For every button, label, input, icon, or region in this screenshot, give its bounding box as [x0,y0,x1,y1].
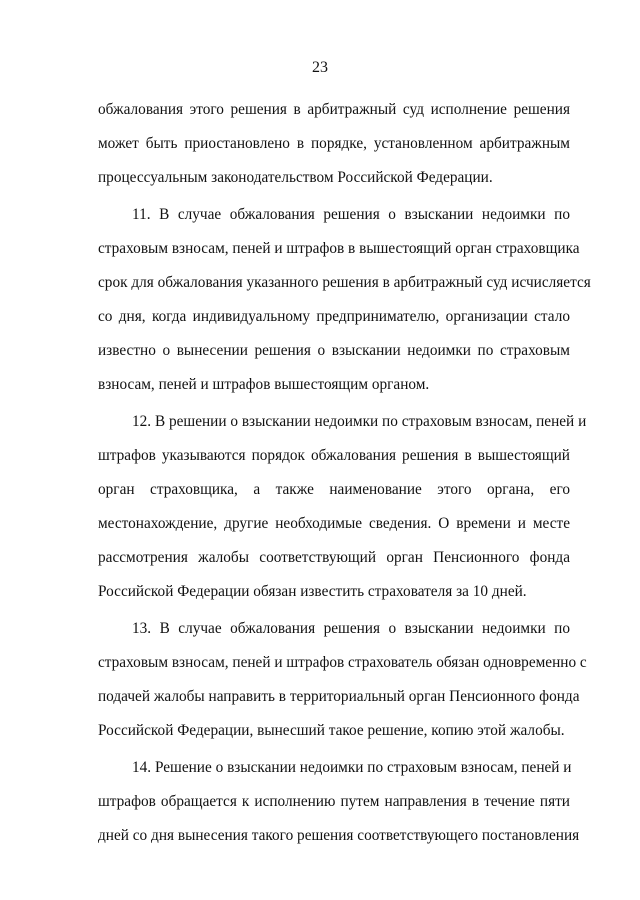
text-line: 14. Решение о взыскании недоимки по страховым взносам, пеней и [132,759,572,776]
paragraph-continuation [98,93,570,195]
text-line: местонахождение, другие необходимые сведения. О времени и месте [98,515,570,532]
text-line: орган страховщика, а также наименование этого органа, его [98,481,570,498]
paragraph-clause-12 [98,405,587,609]
text-line: дней со дня вынесения такого решения соответствующего постановления [98,827,580,844]
text-line: процессуальным законодательством Российской Федерации. [98,169,493,186]
paragraph-clause-14 [98,751,580,853]
text-line: штрафов обращается к исполнению путем направления в течение пяти [98,793,570,810]
text-line: может быть приостановлено в порядке, установленном арбитражным [98,135,570,152]
text-line: Российской Федерации обязан известить страхователя за 10 дней. [98,583,527,600]
paragraph-clause-11 [98,198,591,402]
text-line: 12. В решении о взыскании недоимки по страховым взносам, пеней и [132,413,587,430]
page-number: 23 [312,59,328,76]
text-line: 11. В случае обжалования решения о взыскании недоимки по [132,206,570,223]
text-line: срок для обжалования указанного решения в арбитражный суд исчисляется [98,274,591,291]
text-line: Российской Федерации, вынесший такое решение, копию этой жалобы. [98,722,565,739]
text-line: подачей жалобы направить в территориальный орган Пенсионного фонда [98,688,580,705]
text-line: со дня, когда индивидуальному предпринимателю, организации стало [98,308,570,325]
text-line: страховым взносам, пеней и штрафов страхователь обязан одновременно с [98,654,587,671]
text-line: страховым взносам, пеней и штрафов в вышестоящий орган страховщика [98,240,580,257]
text-line: известно о вынесении решения о взыскании недоимки по страховым [98,342,570,359]
text-line: 13. В случае обжалования решения о взыскании недоимки по [132,620,570,637]
text-line: обжалования этого решения в арбитражный суд исполнение решения [98,101,570,118]
paragraph-clause-13 [98,612,587,748]
text-line: рассмотрения жалобы соответствующий орган Пенсионного фонда [98,549,570,566]
text-line: штрафов указываются порядок обжалования решения в вышестоящий [98,447,570,464]
text-line: взносам, пеней и штрафов вышестоящим органом. [98,376,430,393]
document-body [98,93,591,853]
